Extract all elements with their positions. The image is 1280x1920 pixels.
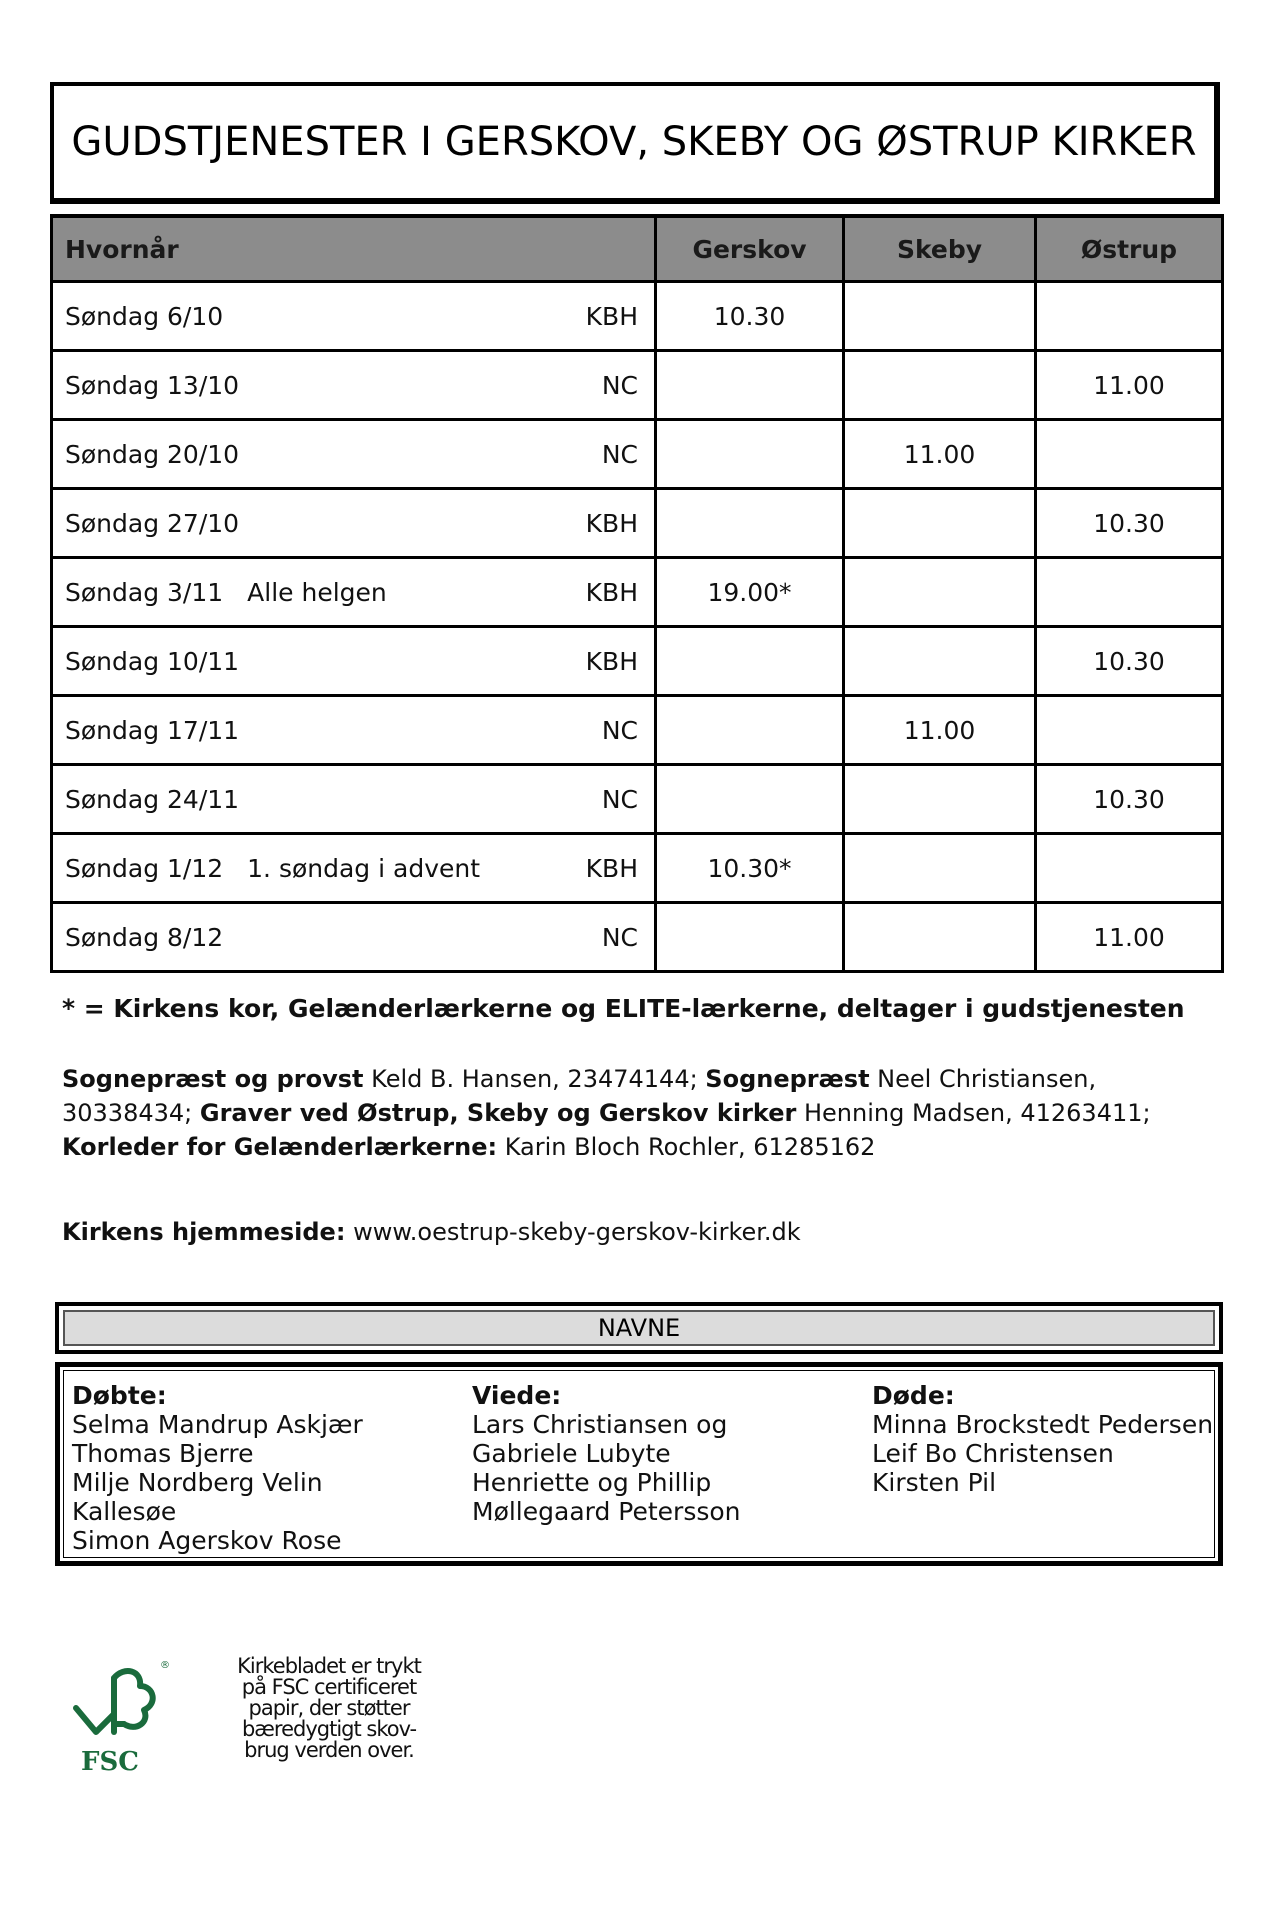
cell-skeby: 11.00 [844, 696, 1036, 765]
cell-when [52, 627, 656, 696]
baptized-title: Døbte: [72, 1381, 167, 1410]
cell-when [52, 903, 656, 972]
service-date: Søndag 27/10 [65, 508, 240, 538]
fsc-line: Kirkebladet er trykt [237, 1654, 421, 1678]
table-row [52, 696, 1223, 765]
page-title: GUDSTJENESTER I GERSKOV, SKEBY OG ØSTRUP KIRKER [71, 119, 1197, 165]
cell-oestrup: 10.30 [1036, 765, 1223, 834]
list-item: Henriette og Phillip [472, 1468, 712, 1497]
priest-code: NC [601, 370, 638, 400]
priest-code: KBH [585, 646, 638, 676]
table-row [52, 420, 1223, 489]
table-row [52, 351, 1223, 420]
service-date: Søndag 17/11 [65, 715, 240, 745]
cell-oestrup: 11.00 [1036, 351, 1223, 420]
married-title: Viede: [472, 1381, 562, 1410]
fsc-line: på FSC certificeret [241, 1675, 417, 1699]
names-header: NAVNE [63, 1310, 1215, 1346]
cell-skeby [844, 627, 1036, 696]
priest-code: NC [601, 784, 638, 814]
cell-skeby [844, 282, 1036, 351]
cell-gerskov [656, 765, 844, 834]
list-item: Møllegaard Petersson [472, 1497, 741, 1526]
list-item: Gabriele Lubyte [472, 1439, 671, 1468]
footnote: * = Kirkens kor, Gelænderlærkerne og ELITE-lærkerne, deltager i gudstjenesten [62, 994, 1185, 1023]
table-row [52, 903, 1223, 972]
names-box [55, 1362, 1223, 1566]
cell-gerskov [656, 489, 844, 558]
contact-value-graver: Henning Madsen, 41263411; [796, 1099, 1151, 1127]
cell-oestrup: 11.00 [1036, 903, 1223, 972]
fsc-line: bæredygtigt skov- [241, 1717, 417, 1741]
cell-when [52, 765, 656, 834]
baptized-column [72, 1381, 363, 1555]
cell-gerskov [656, 627, 844, 696]
cell-oestrup [1036, 282, 1223, 351]
deceased-title: Døde: [872, 1381, 955, 1410]
cell-gerskov [656, 351, 844, 420]
list-item: Kallesøe [72, 1497, 177, 1526]
cell-gerskov: 19.00* [656, 558, 844, 627]
list-item: Kirsten Pil [872, 1468, 997, 1497]
priest-code: KBH [585, 577, 638, 607]
contact-label-praest: Sognepræst [705, 1065, 870, 1093]
title-box [50, 82, 1220, 204]
service-note: 1. søndag i advent [247, 853, 481, 883]
priest-code: KBH [585, 301, 638, 331]
service-note: Alle helgen [247, 577, 387, 607]
cell-skeby [844, 834, 1036, 903]
fsc-registered-mark: ® [160, 1660, 170, 1671]
list-item: Thomas Bjerre [72, 1439, 254, 1468]
cell-oestrup: 10.30 [1036, 489, 1223, 558]
table-row [52, 489, 1223, 558]
service-date: Søndag 10/11 [65, 646, 240, 676]
fsc-tree-icon [76, 1671, 153, 1732]
header-oestrup: Østrup [1036, 216, 1223, 282]
website-label: Kirkens hjemmeside: [62, 1218, 346, 1246]
cell-when [52, 489, 656, 558]
contact-value-praest: Neel Christiansen, 30338434; [62, 1065, 1097, 1127]
cell-skeby [844, 558, 1036, 627]
list-item: Selma Mandrup Askjær [72, 1410, 363, 1439]
header-skeby: Skeby [844, 216, 1036, 282]
contact-value-provst: Keld B. Hansen, 23474144; [363, 1065, 706, 1093]
cell-gerskov [656, 696, 844, 765]
list-item: Simon Agerskov Rose [72, 1526, 342, 1555]
table-row [52, 558, 1223, 627]
fsc-logo-text: FSC [81, 1747, 139, 1777]
table-row [52, 627, 1223, 696]
service-date: Søndag 24/11 [65, 784, 240, 814]
service-date: Søndag 13/10 [65, 370, 240, 400]
deceased-column [872, 1381, 1213, 1497]
fsc-line: papir, der støtter [248, 1696, 410, 1720]
list-item: Lars Christiansen og [472, 1410, 728, 1439]
names-header-box [55, 1302, 1223, 1354]
cell-oestrup [1036, 696, 1223, 765]
cell-skeby [844, 903, 1036, 972]
cell-oestrup [1036, 420, 1223, 489]
cell-oestrup [1036, 834, 1223, 903]
priest-code: NC [601, 439, 638, 469]
list-item: Leif Bo Christensen [872, 1439, 1114, 1468]
service-schedule-table [50, 214, 1224, 973]
cell-when [52, 696, 656, 765]
contact-value-korleder: Karin Bloch Rochler, 61285162 [497, 1133, 876, 1161]
contact-label-korleder: Korleder for Gelænderlærkerne: [62, 1133, 498, 1161]
cell-gerskov [656, 903, 844, 972]
cell-when [52, 420, 656, 489]
cell-when [52, 282, 656, 351]
contact-label-graver: Graver ved Østrup, Skeby og Gerskov kirker [199, 1099, 797, 1127]
cell-skeby [844, 765, 1036, 834]
cell-oestrup: 10.30 [1036, 627, 1223, 696]
table-header-row [52, 216, 1223, 282]
service-date: Søndag 3/11 [65, 577, 224, 607]
cell-when [52, 834, 656, 903]
cell-when [52, 558, 656, 627]
service-date: Søndag 8/12 [65, 922, 224, 952]
cell-skeby: 11.00 [844, 420, 1036, 489]
list-item: Minna Brockstedt Pedersen [872, 1410, 1214, 1439]
priest-code: NC [601, 715, 638, 745]
cell-gerskov: 10.30* [656, 834, 844, 903]
service-date: Søndag 6/10 [65, 301, 224, 331]
cell-skeby [844, 351, 1036, 420]
priest-code: KBH [585, 853, 638, 883]
cell-gerskov: 10.30 [656, 282, 844, 351]
priest-code: NC [601, 922, 638, 952]
service-date: Søndag 1/12 [65, 853, 224, 883]
website-url[interactable]: www.oestrup-skeby-gerskov-kirker.dk [345, 1218, 801, 1246]
contact-info [62, 1062, 1212, 1164]
married-column [472, 1381, 741, 1526]
header-when: Hvornår [52, 216, 656, 282]
header-gerskov: Gerskov [656, 216, 844, 282]
table-row [52, 834, 1223, 903]
contact-label-provst: Sognepræst og provst [62, 1065, 364, 1093]
fsc-line: brug verden over. [244, 1738, 414, 1762]
table-row [52, 282, 1223, 351]
website-line [62, 1218, 801, 1246]
fsc-logo [58, 1648, 174, 1778]
fsc-statement [214, 1656, 444, 1761]
priest-code: KBH [585, 508, 638, 538]
cell-gerskov [656, 420, 844, 489]
table-body [52, 282, 1223, 972]
list-item: Milje Nordberg Velin [72, 1468, 323, 1497]
cell-when [52, 351, 656, 420]
cell-oestrup [1036, 558, 1223, 627]
table-row [52, 765, 1223, 834]
service-date: Søndag 20/10 [65, 439, 240, 469]
cell-skeby [844, 489, 1036, 558]
